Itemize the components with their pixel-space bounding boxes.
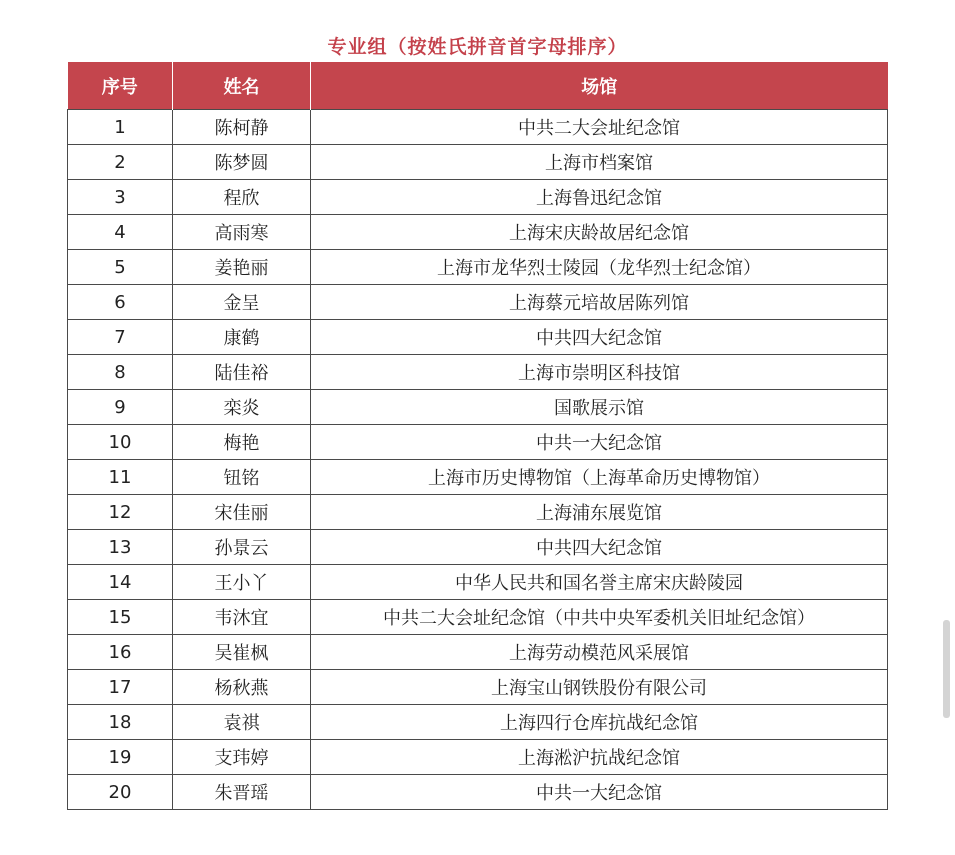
table-row bbox=[68, 705, 888, 740]
cell-index: 13 bbox=[68, 530, 173, 565]
cell-index: 18 bbox=[68, 705, 173, 740]
table-row bbox=[68, 460, 888, 495]
cell-index: 11 bbox=[68, 460, 173, 495]
table-row bbox=[68, 180, 888, 215]
scrollbar-thumb[interactable] bbox=[943, 620, 950, 718]
cell-index: 14 bbox=[68, 565, 173, 600]
cell-index: 20 bbox=[68, 775, 173, 810]
cell-venue: 中共四大纪念馆 bbox=[311, 320, 888, 355]
cell-index: 17 bbox=[68, 670, 173, 705]
cell-venue: 上海蔡元培故居陈列馆 bbox=[311, 285, 888, 320]
table-row bbox=[68, 320, 888, 355]
table-row bbox=[68, 670, 888, 705]
cell-venue: 中共一大纪念馆 bbox=[311, 425, 888, 460]
cell-name: 钮铭 bbox=[173, 460, 311, 495]
cell-name: 吴崔枫 bbox=[173, 635, 311, 670]
cell-venue: 上海宋庆龄故居纪念馆 bbox=[311, 215, 888, 250]
cell-name: 杨秋燕 bbox=[173, 670, 311, 705]
cell-index: 8 bbox=[68, 355, 173, 390]
cell-name: 王小丫 bbox=[173, 565, 311, 600]
header-index: 序号 bbox=[68, 62, 173, 110]
table-row bbox=[68, 565, 888, 600]
table-row bbox=[68, 600, 888, 635]
cell-name: 孙景云 bbox=[173, 530, 311, 565]
cell-venue: 国歌展示馆 bbox=[311, 390, 888, 425]
cell-index: 12 bbox=[68, 495, 173, 530]
cell-venue: 中共二大会址纪念馆（中共中央军委机关旧址纪念馆） bbox=[311, 600, 888, 635]
table-row bbox=[68, 390, 888, 425]
cell-venue: 中共一大纪念馆 bbox=[311, 775, 888, 810]
table-row bbox=[68, 110, 888, 145]
cell-name: 袁祺 bbox=[173, 705, 311, 740]
table-row bbox=[68, 215, 888, 250]
cell-name: 梅艳 bbox=[173, 425, 311, 460]
cell-venue: 中共二大会址纪念馆 bbox=[311, 110, 888, 145]
table-row bbox=[68, 530, 888, 565]
roster-table bbox=[67, 62, 888, 810]
cell-index: 15 bbox=[68, 600, 173, 635]
cell-name: 陆佳裕 bbox=[173, 355, 311, 390]
cell-name: 陈梦圆 bbox=[173, 145, 311, 180]
table-row bbox=[68, 145, 888, 180]
table-row bbox=[68, 250, 888, 285]
cell-index: 19 bbox=[68, 740, 173, 775]
cell-index: 5 bbox=[68, 250, 173, 285]
table-body bbox=[68, 110, 888, 810]
cell-venue: 上海宝山钢铁股份有限公司 bbox=[311, 670, 888, 705]
cell-name: 栾炎 bbox=[173, 390, 311, 425]
cell-venue: 上海鲁迅纪念馆 bbox=[311, 180, 888, 215]
cell-name: 宋佳丽 bbox=[173, 495, 311, 530]
cell-name: 姜艳丽 bbox=[173, 250, 311, 285]
cell-venue: 上海四行仓库抗战纪念馆 bbox=[311, 705, 888, 740]
cell-index: 4 bbox=[68, 215, 173, 250]
cell-name: 程欣 bbox=[173, 180, 311, 215]
cell-name: 支玮婷 bbox=[173, 740, 311, 775]
header-name: 姓名 bbox=[173, 62, 311, 110]
table-row bbox=[68, 285, 888, 320]
cell-index: 1 bbox=[68, 110, 173, 145]
cell-venue: 上海市档案馆 bbox=[311, 145, 888, 180]
cell-venue: 上海市历史博物馆（上海革命历史博物馆） bbox=[311, 460, 888, 495]
table-row bbox=[68, 775, 888, 810]
cell-venue: 中共四大纪念馆 bbox=[311, 530, 888, 565]
table-row bbox=[68, 355, 888, 390]
cell-name: 陈柯静 bbox=[173, 110, 311, 145]
cell-venue: 中华人民共和国名誉主席宋庆龄陵园 bbox=[311, 565, 888, 600]
cell-index: 6 bbox=[68, 285, 173, 320]
cell-venue: 上海浦东展览馆 bbox=[311, 495, 888, 530]
table-row bbox=[68, 425, 888, 460]
cell-name: 韦沐宜 bbox=[173, 600, 311, 635]
cell-name: 康鹤 bbox=[173, 320, 311, 355]
cell-name: 朱晋瑶 bbox=[173, 775, 311, 810]
cell-index: 10 bbox=[68, 425, 173, 460]
cell-venue: 上海市龙华烈士陵园（龙华烈士纪念馆） bbox=[311, 250, 888, 285]
cell-index: 7 bbox=[68, 320, 173, 355]
cell-index: 3 bbox=[68, 180, 173, 215]
table-header-row bbox=[68, 62, 888, 110]
cell-index: 16 bbox=[68, 635, 173, 670]
cell-name: 金呈 bbox=[173, 285, 311, 320]
table-row bbox=[68, 635, 888, 670]
header-venue: 场馆 bbox=[311, 62, 888, 110]
page-title: 专业组（按姓氏拼音首字母排序） bbox=[327, 36, 628, 58]
cell-venue: 上海劳动模范风采展馆 bbox=[311, 635, 888, 670]
cell-index: 9 bbox=[68, 390, 173, 425]
table-row bbox=[68, 495, 888, 530]
cell-venue: 上海市崇明区科技馆 bbox=[311, 355, 888, 390]
cell-venue: 上海淞沪抗战纪念馆 bbox=[311, 740, 888, 775]
cell-name: 高雨寒 bbox=[173, 215, 311, 250]
cell-index: 2 bbox=[68, 145, 173, 180]
table-row bbox=[68, 740, 888, 775]
